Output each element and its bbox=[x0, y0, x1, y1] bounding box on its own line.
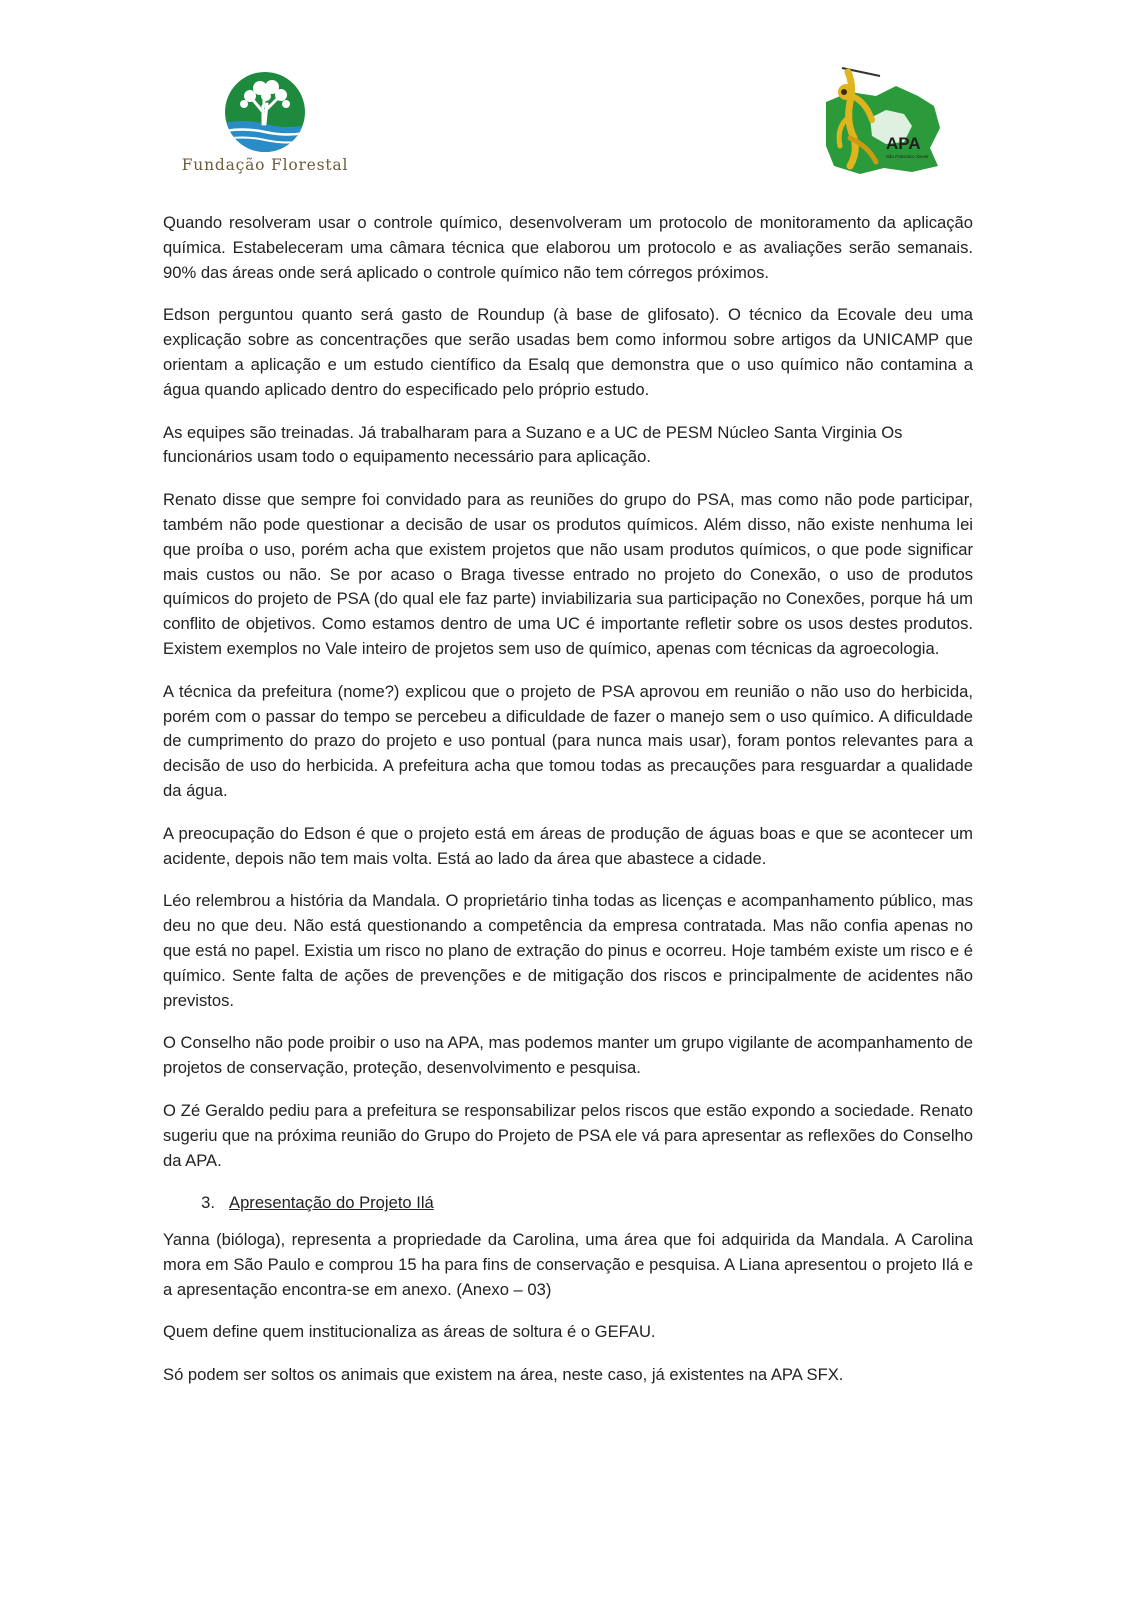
section-title: Apresentação do Projeto Ilá bbox=[229, 1193, 434, 1213]
page-header bbox=[0, 0, 1131, 200]
paragraph: A técnica da prefeitura (nome?) explicou que o projeto de PSA aprovou em reunião o não uso do herbicida, porém com o passar do tempo se percebeu a dificuldade de fazer o manejo sem o uso químico. A dificuldade de cumprimento do prazo do projeto e uso pontual (para nunca mais usar), foram pontos relevantes para a decisão de uso do herbicida. A prefeitura acha que tomou todas as precauções para resguardar a qualidade da água. bbox=[163, 681, 973, 800]
paragraph: Quem define quem institucionaliza as áreas de soltura é o GEFAU. bbox=[163, 1322, 656, 1342]
paragraph: O Zé Geraldo pediu para a prefeitura se responsabilizar pelos riscos que estão expondo a sociedade. Renato sugeriu que na próxima reunião do Grupo do Projeto de PSA ele vá para apresentar as reflexões do Conselho da APA. bbox=[163, 1100, 973, 1170]
apa-title: APA bbox=[886, 134, 921, 153]
paragraph: Léo relembrou a história da Mandala. O proprietário tinha todas as licenças e acompanhamento público, mas deu no que deu. Não está questionando a competência da empresa contratada. Mas não confia apenas no que está no papel. Existia um risco no plano de extração do pinus e ocorreu. Hoje também existe um risco e é químico. Sente falta de ações de prevenções e de mitigação dos riscos e principalmente de acidentes não previstos. bbox=[163, 891, 973, 1010]
fundacao-florestal-logo bbox=[170, 70, 360, 185]
apa-logo bbox=[820, 62, 960, 182]
paragraph: O Conselho não pode proibir o uso na APA, mas podemos manter um grupo vigilante de acompanhamento de projetos de conservação, proteção, desenvolvimento e pesquisa. bbox=[163, 1033, 973, 1078]
paragraph: Quando resolveram usar o controle químico, desenvolveram um protocolo de monitoramento da aplicação química. Estabeleceram uma câmara técnica que elaborou um protocolo e as avaliações serão semanais. 90% das áreas onde será aplicado o controle químico não tem córregos próximos. bbox=[163, 213, 973, 282]
paragraph: Só podem ser soltos os animais que existem na área, neste caso, já existentes na APA SFX. bbox=[163, 1365, 844, 1385]
paragraph: Edson perguntou quanto será gasto de Roundup (à base de glifosato). O técnico da Ecovale deu uma explicação sobre as concentrações que serão usadas bem como informou sobre artigos da UNICAMP que orientam a aplicação e um estudo científico da Esalq que demonstra que o uso químico não contamina a água quando aplicado dentro do especificado pelo próprio estudo. bbox=[163, 305, 973, 399]
apa-monkey-map-icon bbox=[820, 62, 960, 182]
document-body bbox=[163, 211, 973, 1406]
fundacao-florestal-name: Fundação Florestal bbox=[181, 156, 349, 174]
paragraph: As equipes são treinadas. Já trabalharam para a Suzano e a UC de PESM Núcleo Santa Virginia Os funcionários usam todo o equipamento necessário para aplicação. bbox=[163, 422, 903, 467]
paragraph: A preocupação do Edson é que o projeto está em áreas de produção de águas boas e que se acontecer um acidente, depois não tem mais volta. Está ao lado da área que abastece a cidade. bbox=[163, 823, 973, 868]
section-heading bbox=[163, 1191, 973, 1216]
apa-subtitle: São Francisco Xavier bbox=[886, 154, 929, 159]
paragraph: Renato disse que sempre foi convidado para as reuniões do grupo do PSA, mas como não pode participar, também não pode questionar a decisão de usar os produtos químicos. Além disso, não existe nenhuma lei que proíba o uso, porém acha que existem projetos que não usam produtos químicos, o que pode significar mais custos ou não. Se por acaso o Braga tivesse entrado no projeto do Conexão, o uso de produtos químicos do projeto de PSA (do qual ele faz parte) inviabilizaria sua participação no Conexões, porque há um conflito de objetivos. Como estamos dentro de uma UC é importante refletir sobre os usos destes produtos. Existem exemplos no Vale inteiro de projetos sem uso de químico, apenas com técnicas da agroecologia. bbox=[163, 490, 973, 658]
section-number: 3. bbox=[201, 1193, 215, 1213]
tree-icon bbox=[220, 70, 310, 154]
paragraph: Yanna (bióloga), representa a propriedade da Carolina, uma área que foi adquirida da Mandala. A Carolina mora em São Paulo e comprou 15 ha para fins de conservação e pesquisa. A Liana apresentou o projeto Ilá e a apresentação encontra-se em anexo. (Anexo – 03) bbox=[163, 1230, 973, 1299]
